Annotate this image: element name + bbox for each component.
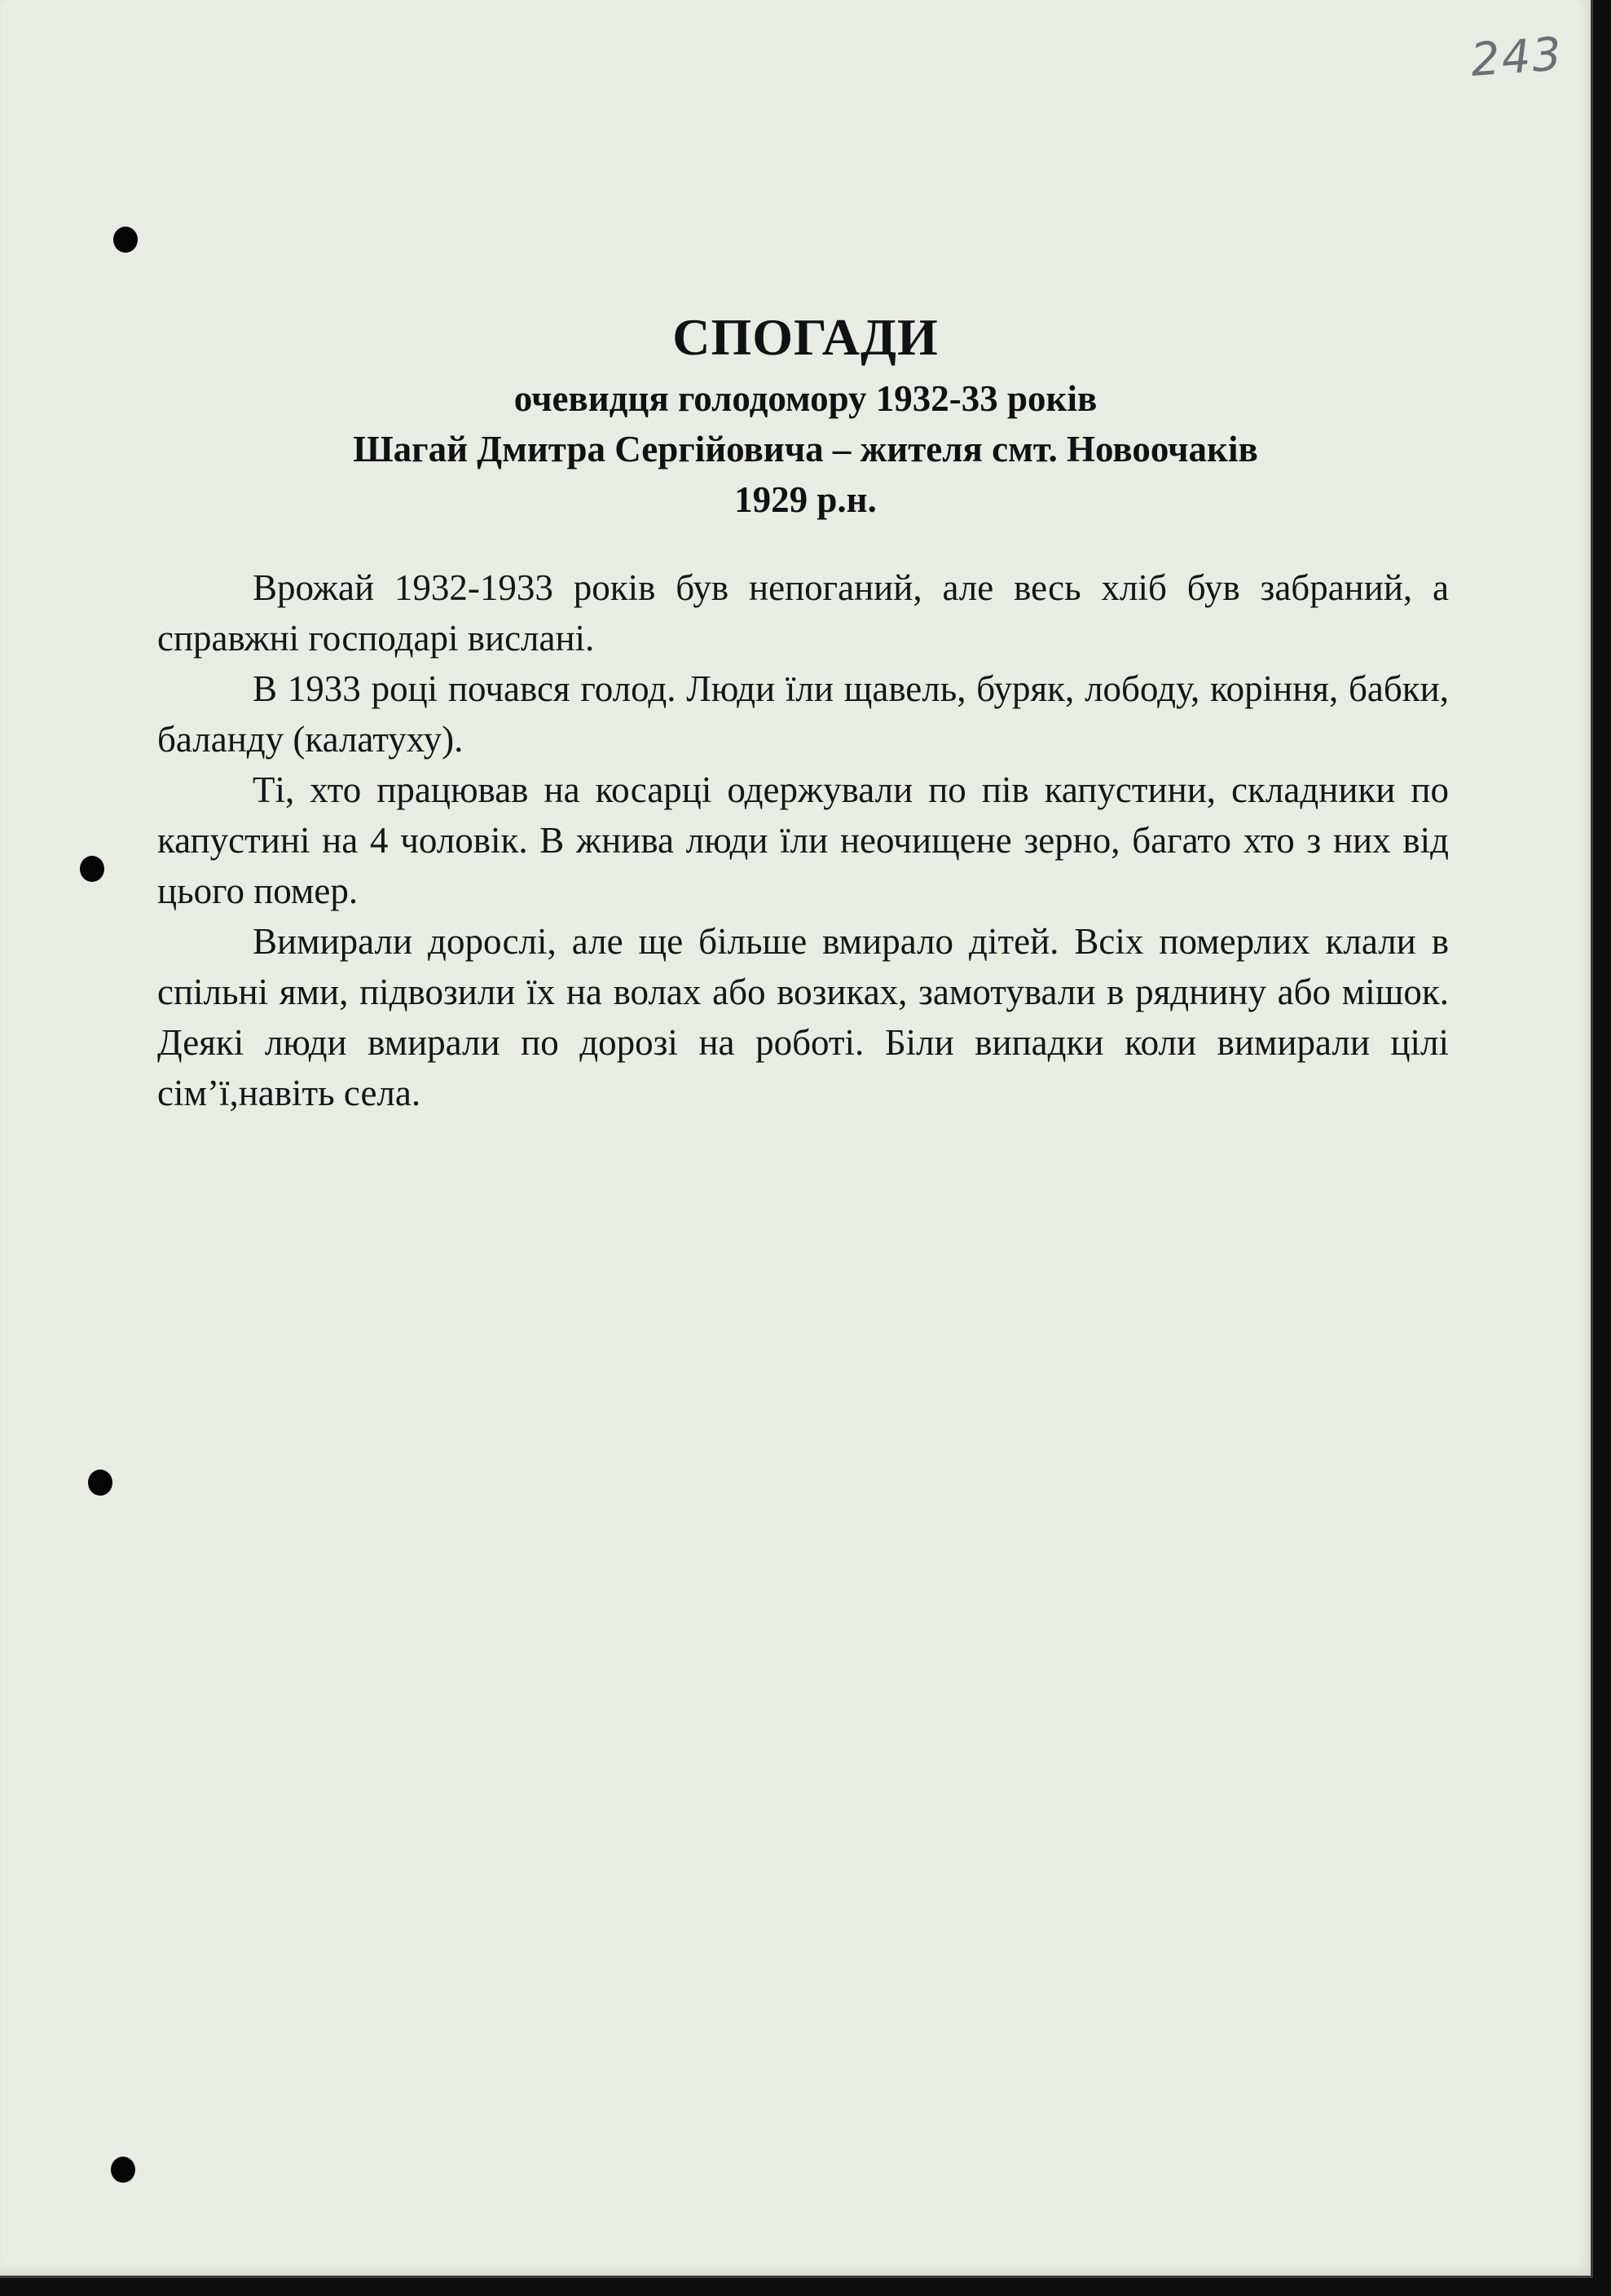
- punch-hole: [80, 856, 104, 882]
- document-header: [0, 302, 1611, 525]
- paragraph-harvest: Врожай 1932-1933 років був непоганий, але весь хліб був забраний, а справжні господарі вислані.: [157, 567, 1449, 659]
- paragraph-rations: Ті, хто працював на косарці одержували по пів капустини, складники по капустині на 4 чоловік. В жнива люди їли неочищене зерно, багато хто з них від цього помер.: [157, 769, 1449, 911]
- document-title: СПОГАДИ: [672, 308, 939, 366]
- handwritten-page-number: 243: [1468, 28, 1565, 87]
- subtitle-birth-year: 1929 р.н.: [734, 479, 877, 520]
- punch-hole: [111, 2157, 135, 2183]
- punch-hole: [88, 1470, 112, 1496]
- paragraph-famine: В 1933 році почався голод. Люди їли щавель, буряк, лободу, коріння, бабки, баланду (калатуху).: [157, 668, 1449, 760]
- document-body: [157, 562, 1449, 1118]
- punch-hole: [113, 227, 138, 253]
- paragraph-deaths: Вимирали дорослі, але ще більше вмирало дітей. Всіх померлих клали в спільні ями, підвозили їх на волах або возиках, замотували в ряднину або мішок. Деякі люди вмирали по дорозі на роботі. Біли випадки коли вимирали цілі сім’ї,навіть села.: [157, 921, 1449, 1113]
- subtitle-eyewitness: очевидця голодомору 1932-33 років: [513, 378, 1098, 419]
- subtitle-person: Шагай Дмитра Сергійовича – жителя смт. Новоочаків: [353, 429, 1258, 469]
